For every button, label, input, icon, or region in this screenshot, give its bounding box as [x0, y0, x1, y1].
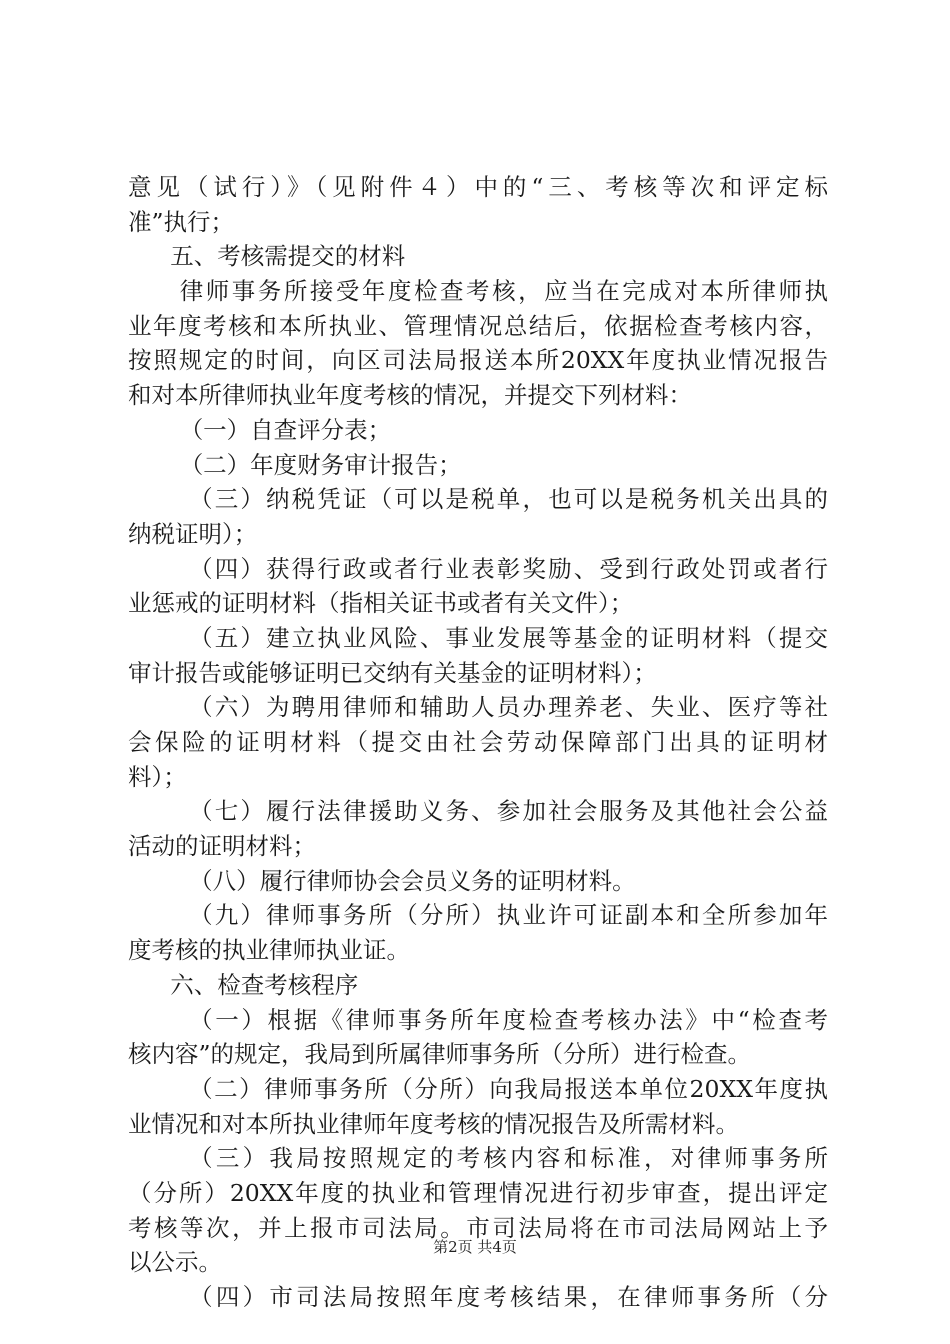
text-line: 六、检查考核程序 — [170, 970, 359, 999]
text-line: 以公示。 — [128, 1248, 222, 1277]
text-line: 意见（试行）》（见附件４）中的“三、考核等次和评定标 — [128, 173, 828, 201]
text-line: 审计报告或能够证明已交纳有关基金的证明材料）； — [128, 658, 657, 687]
text-line: （五）建立执业风险、事业发展等基金的证明材料（提交 — [189, 623, 828, 652]
text-line: 料）； — [128, 762, 187, 791]
text-line: （一）根据《律师事务所年度检查考核办法》中“检查考 — [189, 1005, 828, 1034]
text-line: 按照规定的时间，向区司法局报送本所20XX年度执业情况报告 — [128, 346, 828, 375]
text-line: （二）律师事务所（分所）向我局报送本单位20XX年度执 — [189, 1074, 828, 1103]
text-line: 核内容”的规定，我局到所属律师事务所（分所）进行检查。 — [128, 1040, 752, 1069]
text-line: 纳税证明）； — [128, 519, 258, 548]
text-line: 和对本所律师执业年度考核的情况，并提交下列材料： — [128, 381, 692, 410]
page-footer: 第2页 共4页 — [433, 1238, 517, 1256]
text-line: 度考核的执业律师执业证。 — [128, 936, 410, 965]
text-line: （六）为聘用律师和辅助人员办理养老、失业、医疗等社 — [189, 693, 828, 722]
text-line: 业年度考核和本所执业、管理情况总结后，依据检查考核内容， — [128, 311, 828, 340]
text-line: 会保险的证明材料（提交由社会劳动保障部门出具的证明材 — [128, 728, 828, 756]
text-line: （四）获得行政或者行业表彰奖励、受到行政处罚或者行 — [189, 554, 828, 583]
text-line: 活动的证明材料； — [128, 832, 316, 861]
text-line: （分所）20XX年度的执业和管理情况进行初步审查，提出评定 — [128, 1178, 828, 1207]
text-line: 业惩戒的证明材料（指相关证书或者有关文件）； — [128, 589, 634, 618]
document-body — [128, 170, 828, 1315]
text-line: 准”执行； — [128, 207, 235, 236]
text-line: （三）我局按照规定的考核内容和标准，对律师事务所 — [189, 1144, 828, 1173]
text-line: 五、考核需提交的材料 — [170, 242, 406, 271]
text-line: （九）律师事务所（分所）执业许可证副本和全所参加年 — [189, 901, 828, 930]
text-line: （一）自查评分表； — [179, 415, 392, 444]
text-line: （三）纳税凭证（可以是税单，也可以是税务机关出具的 — [189, 485, 828, 514]
text-line: （二）年度财务审计报告； — [179, 450, 462, 479]
text-line: 业情况和对本所执业律师年度考核的情况报告及所需材料。 — [128, 1109, 739, 1138]
text-line: 考核等次，并上报市司法局。市司法局将在市司法局网站上予 — [128, 1213, 828, 1242]
text-line: （七）履行法律援助义务、参加社会服务及其他社会公益 — [189, 797, 828, 826]
text-line: （四）市司法局按照年度考核结果，在律师事务所（分 — [189, 1283, 828, 1311]
text-line: 律师事务所接受年度检查考核，应当在完成对本所律师执 — [179, 277, 828, 306]
text-line: （八）履行律师协会会员义务的证明材料。 — [189, 866, 636, 895]
